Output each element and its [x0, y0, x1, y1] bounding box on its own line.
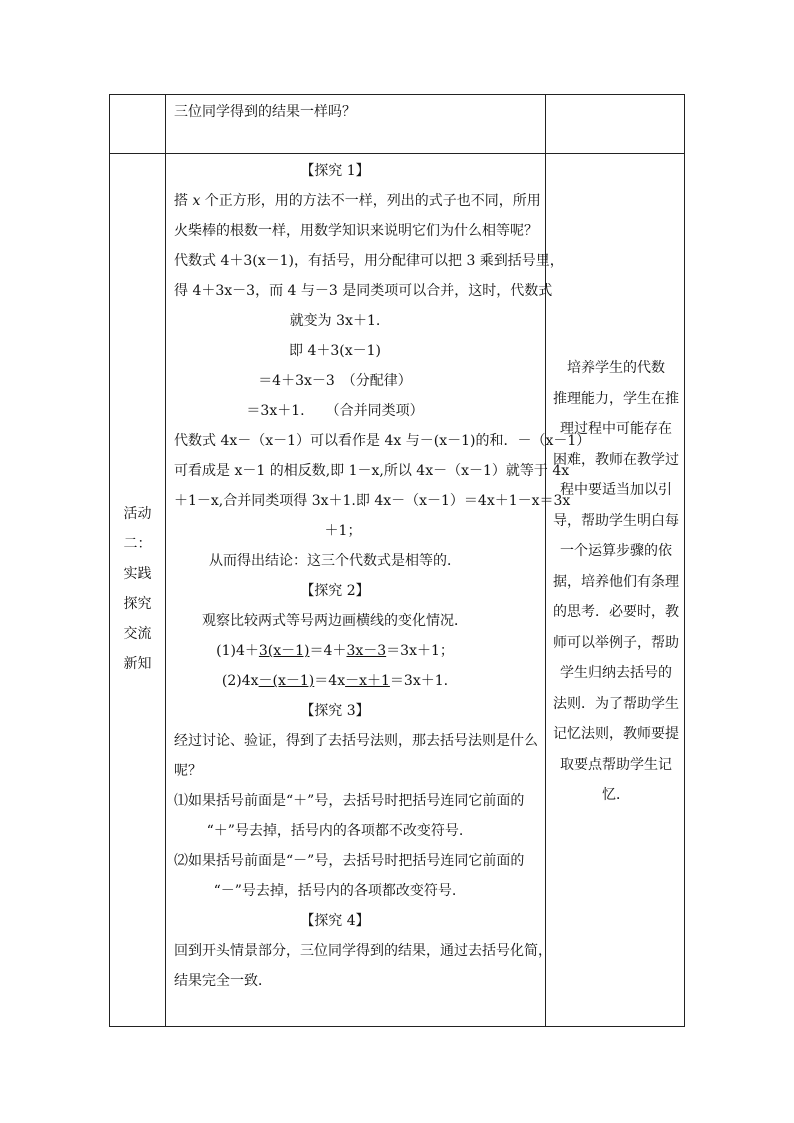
text-span: (2)4x	[221, 673, 259, 689]
underlined-term: 3(x－1)	[258, 643, 310, 659]
equation-line-3: ＝3x＋1. （合并同类项）	[246, 403, 424, 419]
rule-question-line: 经过讨论、验证，得到了去括号法则，那去括号法则是什么	[174, 733, 538, 749]
text-span: 搭	[174, 193, 193, 209]
design-intent-cell	[550, 353, 682, 811]
second-expression-line: ＋1；	[324, 523, 362, 539]
expression-paragraph-line: 得 4＋3x－3，而 4 与－3 是同类项可以合并，这时，代数式	[174, 283, 553, 299]
expression-paragraph-line: 代数式 4＋3(x－1)，有括号，用分配律可以把 3 乘到括号里，	[174, 253, 564, 269]
design-intent-line: 师可以举例子，帮助	[553, 634, 679, 651]
summary-line: 回到开头情景部分，三位同学得到的结果，通过去括号化简，	[174, 943, 552, 959]
rule-question-line: 呢？	[174, 763, 202, 779]
rule-2-line: “－”号去掉，括号内的各项都改变符号.	[213, 883, 457, 899]
variable-x: x	[192, 193, 201, 209]
formula-1	[174, 636, 496, 666]
second-expression-line: 可看成是 x－1 的相反数,即 1－x,所以 4x－（x－1）就等于 4x	[174, 463, 570, 479]
design-intent-line: 理过程中可能存在	[560, 421, 672, 437]
rule-2-line: ⑵如果括号前面是“－”号，去括号时把括号连同它前面的	[174, 853, 525, 869]
rule-1-line: ⑴如果括号前面是“＋”号，去括号时把括号连同它前面的	[174, 793, 525, 809]
design-intent-line: 的思考．必要时，教	[553, 604, 679, 620]
activity-label-line: 交流	[123, 626, 152, 642]
lesson-table	[109, 94, 685, 1027]
text-span: ＝4x	[314, 673, 346, 689]
design-intent-line: 导，帮助学生明白每	[553, 512, 679, 529]
design-intent-line: 据，培养他们有条理	[553, 573, 679, 590]
equation-line-1: 即 4＋3(x－1)	[289, 343, 381, 359]
design-intent-line: 取要点帮助学生记	[560, 756, 672, 773]
observe-instruction: 观察比较两式等号两边画横线的变化情况．	[202, 613, 468, 629]
row1-text: 三位同学得到的结果一样吗？	[174, 104, 356, 120]
summary-line: 结果完全一致．	[174, 973, 272, 989]
row1-content-cell	[174, 97, 544, 153]
activity-label-line: 二：	[123, 536, 152, 552]
activity-label-cell	[110, 499, 165, 679]
explore-4-heading: 【探究 4】	[300, 913, 370, 929]
design-intent-line: 推理能力，学生在推	[553, 390, 679, 407]
activity-label-line: 新知	[123, 656, 152, 672]
formula-2	[174, 666, 496, 696]
text-span: 个正方形，用的方法不一样，列出的式子也不同，所用	[200, 193, 541, 209]
activity-label-line: 实践	[123, 566, 152, 582]
explore-2-heading: 【探究 2】	[300, 583, 370, 599]
column-divider-1	[165, 95, 166, 1026]
activity-label-line: 活动	[123, 506, 152, 522]
design-intent-line: 法则．为了帮助学生	[553, 695, 679, 712]
rule-1-line: “＋”号去掉，括号内的各项都不改变符号.	[206, 823, 464, 839]
explore-1-paragraph-line: 火柴棒的根数一样，用数学知识来说明它们为什么相等呢？	[174, 223, 538, 239]
second-expression-line: 代数式 4x－（x－1）可以看作是 4x 与－(x－1)的和．－（x－1）	[174, 433, 591, 449]
design-intent-line: 一个运算步骤的依	[560, 543, 672, 559]
explore-1-heading: 【探究 1】	[300, 163, 370, 179]
activity-label-line: 探究	[123, 596, 152, 612]
text-span: ＝3x＋1；	[386, 643, 454, 659]
design-intent-line: 学生归纳去括号的	[560, 665, 672, 681]
row-divider	[110, 153, 684, 154]
expression-paragraph-line: 就变为 3x＋1.	[289, 313, 381, 329]
explore-1-paragraph-line	[174, 186, 546, 216]
text-span: ＝3x＋1.	[389, 673, 449, 689]
design-intent-line: 程中要适当加以引	[560, 482, 672, 498]
explore-3-heading: 【探究 3】	[300, 703, 370, 719]
explore-content-cell	[174, 156, 591, 996]
underlined-term: 3x－3	[346, 643, 387, 659]
underlined-term: －x＋1	[345, 673, 390, 689]
design-intent-line: 困难，教师在教学过	[553, 451, 679, 468]
design-intent-line: 培养学生的代数	[567, 360, 665, 376]
conclusion-line: 从而得出结论：这三个代数式是相等的．	[209, 553, 461, 569]
design-intent-line: 记忆法则，教师要提	[553, 726, 679, 742]
design-intent-line: 忆．	[602, 787, 630, 803]
second-expression-line: ＋1－x,合并同类项得 3x＋1.即 4x－（x－1）＝4x＋1－x＝3x	[174, 493, 571, 509]
text-span: ＝4＋	[309, 643, 347, 659]
equation-line-2: ＝4＋3x－3 （分配律）	[258, 373, 412, 389]
underlined-term: －(x－1)	[258, 673, 315, 689]
text-span: (1)4＋	[216, 643, 259, 659]
